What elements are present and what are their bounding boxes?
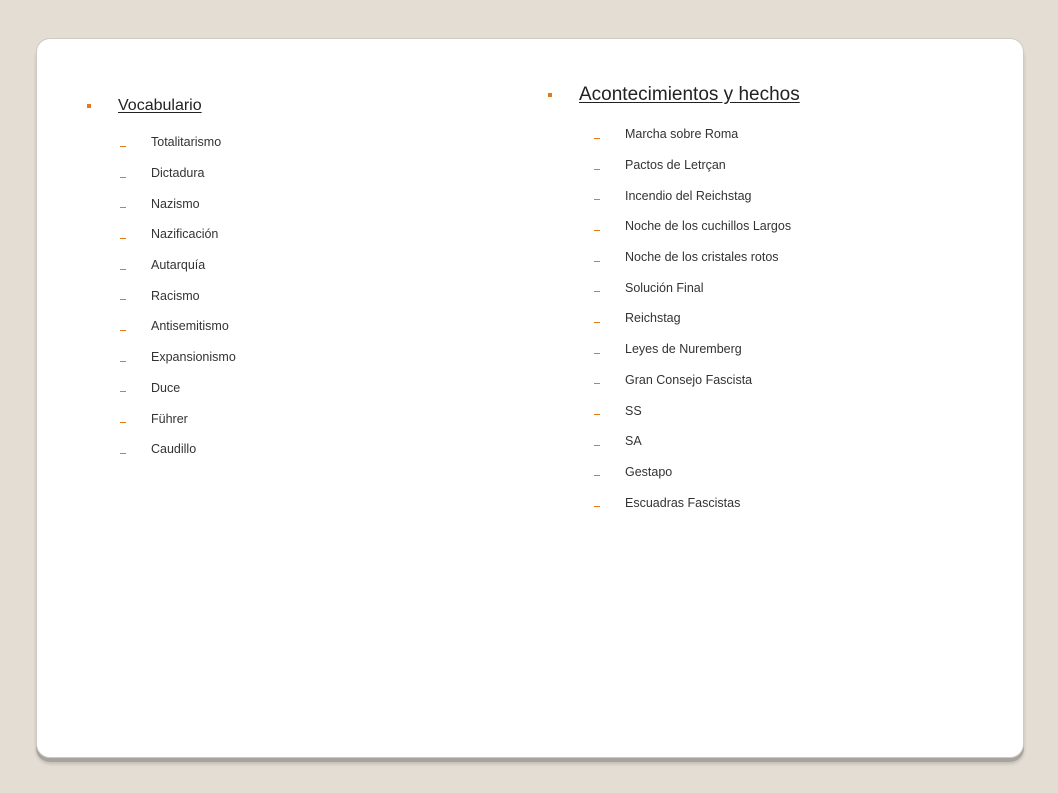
list-item	[120, 188, 236, 219]
dash-icon	[120, 453, 126, 454]
list-item-label: Incendio del Reichstag	[625, 188, 752, 203]
list-item-label: Nazismo	[151, 196, 200, 211]
list-item-label: SS	[625, 403, 642, 418]
list-item-label: Gestapo	[625, 464, 673, 479]
list-item-label: Noche de los cristales rotos	[625, 250, 779, 265]
list-item-label: Reichstag	[625, 311, 681, 326]
dash-icon	[594, 353, 600, 354]
dash-icon	[594, 414, 600, 415]
list-item	[120, 127, 236, 158]
list-item	[594, 242, 800, 273]
dash-icon	[120, 330, 126, 331]
list-item	[120, 342, 236, 373]
bullet-icon	[87, 104, 91, 108]
dash-icon	[120, 269, 126, 270]
list-item	[594, 426, 800, 457]
list-item-label: Caudillo	[151, 442, 197, 457]
dash-icon	[594, 169, 600, 170]
list-item-label: Nazificación	[151, 227, 219, 242]
acontecimientos-title[interactable]: Acontecimientos y hechos	[579, 84, 800, 105]
list-item-label: Dictadura	[151, 166, 205, 181]
vocabulario-list	[120, 127, 236, 465]
dash-icon	[594, 230, 600, 231]
list-item-label: Expansionismo	[151, 350, 236, 365]
dash-icon	[594, 383, 600, 384]
list-item-label: SA	[625, 434, 642, 449]
list-item-label: Pactos de Letrçan	[625, 158, 726, 173]
dash-icon	[120, 207, 126, 208]
acontecimientos-heading	[548, 84, 800, 106]
list-item	[594, 457, 800, 488]
list-item	[120, 250, 236, 281]
list-item	[120, 280, 236, 311]
list-item-label: Antisemitismo	[151, 319, 229, 334]
list-item	[594, 487, 800, 518]
dash-icon	[594, 138, 600, 139]
list-item	[594, 365, 800, 396]
dash-icon	[120, 422, 126, 423]
list-item	[120, 158, 236, 189]
list-item	[594, 119, 800, 150]
dash-icon	[594, 445, 600, 446]
dash-icon	[120, 299, 126, 300]
dash-icon	[120, 391, 126, 392]
bullet-icon	[548, 93, 552, 97]
dash-icon	[120, 146, 126, 147]
list-item-label: Marcha sobre Roma	[625, 127, 739, 142]
list-item-label: Autarquía	[151, 258, 206, 273]
dash-icon	[594, 199, 600, 200]
list-item	[120, 373, 236, 404]
list-item	[594, 395, 800, 426]
list-item	[594, 150, 800, 181]
list-item-label: Leyes de Nuremberg	[625, 342, 742, 357]
dash-icon	[594, 261, 600, 262]
list-item	[120, 434, 236, 465]
dash-icon	[594, 291, 600, 292]
dash-icon	[594, 506, 600, 507]
list-item-label: Gran Consejo Fascista	[625, 372, 753, 387]
dash-icon	[120, 361, 126, 362]
vocabulario-heading	[87, 97, 236, 115]
list-item-label: Noche de los cuchillos Largos	[625, 219, 792, 234]
list-item-label: Duce	[151, 380, 181, 395]
slide	[36, 38, 1024, 758]
list-item-label: Solución Final	[625, 280, 704, 295]
list-item-label: Racismo	[151, 288, 200, 303]
list-item-label: Escuadras Fascistas	[625, 495, 741, 510]
acontecimientos-list	[594, 119, 800, 518]
dash-icon	[594, 475, 600, 476]
list-item	[120, 403, 236, 434]
acontecimientos-column	[548, 84, 800, 518]
vocabulario-column	[87, 97, 236, 465]
list-item	[594, 303, 800, 334]
list-item	[120, 219, 236, 250]
dash-icon	[120, 177, 126, 178]
list-item	[594, 334, 800, 365]
list-item	[120, 311, 236, 342]
dash-icon	[120, 238, 126, 239]
vocabulario-title[interactable]: Vocabulario	[118, 97, 202, 114]
list-item-label: Totalitarismo	[151, 135, 222, 150]
dash-icon	[594, 322, 600, 323]
list-item	[594, 211, 800, 242]
list-item	[594, 272, 800, 303]
list-item-label: Führer	[151, 411, 188, 426]
list-item	[594, 180, 800, 211]
